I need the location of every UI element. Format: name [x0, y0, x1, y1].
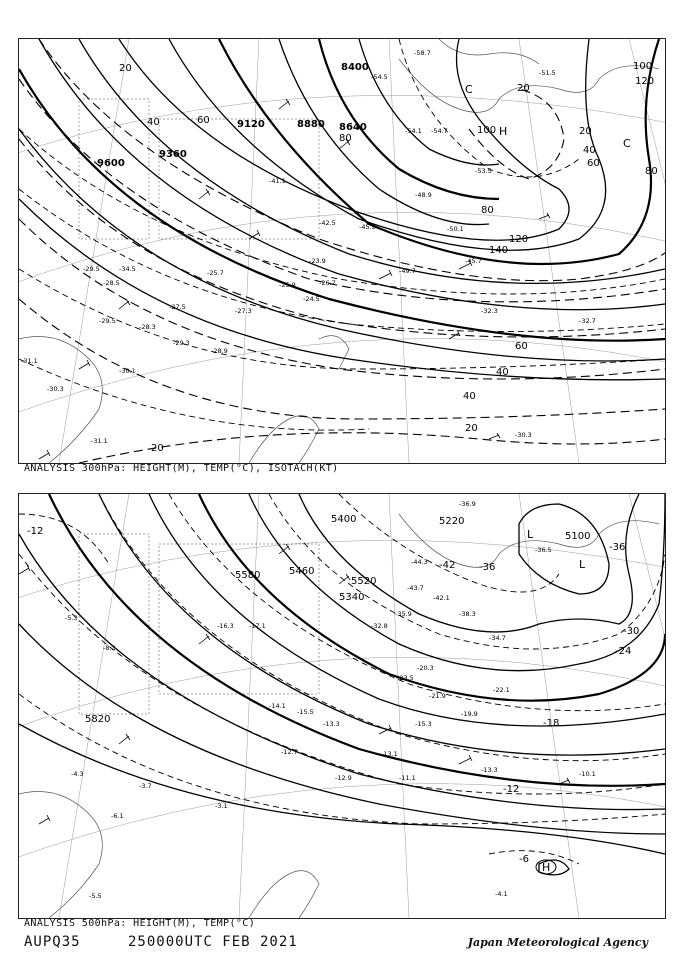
height-label: 5100 [565, 531, 591, 542]
temp-obs: -28.5 [103, 279, 120, 287]
height-labels [97, 62, 369, 169]
height-label: 8880 [297, 119, 325, 130]
isotach-label: 60 [515, 341, 528, 352]
temp-obs: -29.3 [173, 339, 190, 347]
temp-obs: -6.1 [111, 812, 124, 820]
temp-obs: -38.3 [459, 610, 476, 618]
temp-obs: -31.1 [91, 437, 108, 445]
temp-obs: -12.7 [281, 748, 298, 756]
isotach-label: 60 [587, 158, 600, 169]
product-code: AUPQ35 [24, 934, 81, 950]
low-pressure-marker: L [579, 558, 586, 571]
height-label: 9600 [97, 158, 125, 169]
temp-obs: -45.7 [465, 257, 482, 265]
temp-obs: -16.3 [217, 622, 234, 630]
temp-obs: -51.5 [539, 69, 556, 77]
high-pressure-marker: H [499, 125, 508, 138]
temp-line-label: -12 [27, 526, 44, 537]
temp-obs: -25.9 [279, 281, 296, 289]
temp-obs: -5.3 [65, 614, 78, 622]
temp-obs: -17.1 [249, 622, 266, 630]
isotach-label: 100 [633, 61, 653, 72]
temp-obs: -48.9 [415, 191, 432, 199]
panel-300-caption: ANALYSIS 300hPa: HEIGHT(M), TEMP(°C), ISOTACH(KT) [24, 463, 339, 474]
height-label: 5520 [351, 576, 377, 587]
temp-line-label: -6 [519, 854, 529, 865]
isotach-labels [119, 61, 658, 454]
temp-obs: -15.5 [297, 708, 314, 716]
isotach-label: 40 [147, 117, 160, 128]
height-label: 8400 [341, 62, 369, 73]
low-pressure-marker: L [527, 528, 534, 541]
temp-obs: -54.1 [405, 127, 422, 135]
temp-line-label: -36 [609, 542, 626, 553]
height-label: 5220 [439, 516, 465, 527]
temp-obs: -54.7 [431, 127, 448, 135]
map-panel-300hpa [18, 38, 666, 464]
temp-obs: -27.5 [169, 303, 186, 311]
temp-line-label: -12 [503, 784, 520, 795]
height-label: 5820 [85, 714, 111, 725]
isotach-label: 120 [509, 234, 529, 245]
temp-line-label: -36 [479, 562, 496, 573]
temp-obs: -45.9 [359, 223, 376, 231]
temp-obs: -32.7 [579, 317, 596, 325]
panel-500-caption: ANALYSIS 500hPa: HEIGHT(M), TEMP(°C) [24, 918, 256, 929]
height-label: 8640 [339, 122, 367, 133]
temp-obs: -11.1 [399, 774, 416, 782]
temp-obs: -30.3 [47, 385, 64, 393]
temp-obs: -28.3 [139, 323, 156, 331]
temp-obs: -44.3 [411, 558, 428, 566]
agency-name: Japan Meteorological Agency [467, 936, 648, 949]
temp-obs: -28.9 [211, 347, 228, 355]
temperature-lines [19, 494, 665, 864]
isotach-label: 40 [463, 391, 476, 402]
temp-obs: -12.9 [335, 774, 352, 782]
isotach-label: 80 [645, 166, 658, 177]
isotach-label: 140 [489, 245, 509, 256]
temp-obs: -34.7 [489, 634, 506, 642]
map-panel-500hpa [18, 493, 666, 919]
temp-line-label: -24 [615, 646, 632, 657]
isotach-label: 120 [635, 76, 655, 87]
temp-obs: -23.5 [397, 674, 414, 682]
temp-obs: -30.1 [119, 367, 136, 375]
temp-obs: -35.9 [395, 610, 412, 618]
temp-obs: -10.1 [579, 770, 596, 778]
temp-obs: -23.9 [309, 257, 326, 265]
analysis-timestamp: 250000UTC FEB 2021 [128, 934, 298, 950]
temp-obs: -3.7 [139, 782, 152, 790]
temp-obs: -26.7 [319, 279, 336, 287]
temp-obs: -41.1 [269, 177, 286, 185]
isotach-label: 80 [339, 133, 352, 144]
isotach-label: 20 [517, 83, 530, 94]
isotach-label: 100 [477, 125, 497, 136]
temp-obs: -31.1 [21, 357, 38, 365]
temp-obs: -32.3 [481, 307, 498, 315]
temp-obs: -13.3 [323, 720, 340, 728]
temp-obs: -4.1 [495, 890, 508, 898]
temp-obs: -25.7 [207, 269, 224, 277]
temp-obs: -29.5 [99, 317, 116, 325]
temp-line-label: -42 [439, 560, 456, 571]
temp-obs: -54.5 [371, 73, 388, 81]
pressure-centers [465, 83, 631, 150]
height-label: 5580 [235, 570, 261, 581]
temp-obs: -36.9 [459, 500, 476, 508]
temp-obs: -58.7 [414, 49, 431, 57]
temp-obs: -19.9 [461, 710, 478, 718]
temp-obs: -3.1 [215, 802, 228, 810]
isotach-label: 20 [119, 63, 132, 74]
temp-obs: -13.1 [381, 750, 398, 758]
temp-obs: -22.1 [493, 686, 510, 694]
temp-obs: -13.3 [481, 766, 498, 774]
temp-line-label: -18 [543, 718, 560, 729]
temp-obs: -43.7 [407, 584, 424, 592]
temp-obs: -14.1 [269, 702, 286, 710]
map-500hpa-canvas [19, 494, 665, 918]
isotach-label: 40 [583, 145, 596, 156]
temp-obs: -27.3 [235, 307, 252, 315]
temp-obs: -49.7 [399, 267, 416, 275]
height-label: 9360 [159, 149, 187, 160]
isotach-label: 60 [197, 115, 210, 126]
isotach-label: 80 [481, 205, 494, 216]
temp-obs: -42.5 [319, 219, 336, 227]
high-pressure-marker: H [542, 861, 551, 874]
isotach-label: 20 [151, 443, 164, 454]
temp-obs: -29.5 [83, 265, 100, 273]
temp-obs: -50.1 [447, 225, 464, 233]
cold-center-marker: C [623, 137, 631, 150]
temp-line-label: -30 [623, 626, 640, 637]
height-label: 5400 [331, 514, 357, 525]
temp-obs: -21.9 [429, 692, 446, 700]
height-label: 9120 [237, 119, 265, 130]
temp-obs: -36.5 [535, 546, 552, 554]
height-contours [19, 39, 665, 380]
isotach-label: 40 [496, 367, 509, 378]
temp-obs: -8.3 [103, 644, 116, 652]
temp-obs: -24.5 [303, 295, 320, 303]
cold-center-marker: C [465, 83, 473, 96]
temp-obs: -5.5 [89, 892, 102, 900]
temp-obs: -32.8 [371, 622, 388, 630]
map-300hpa-canvas [19, 39, 665, 463]
temp-obs: -4.3 [71, 770, 84, 778]
isotach-label: 20 [465, 423, 478, 434]
temp-obs: -53.5 [475, 167, 492, 175]
height-label: 5460 [289, 566, 315, 577]
temp-obs: -42.1 [433, 594, 450, 602]
temp-obs: -30.3 [515, 431, 532, 439]
temp-obs: -20.3 [417, 664, 434, 672]
height-labels [85, 514, 590, 725]
temp-obs: -15.3 [415, 720, 432, 728]
wind-barbs [19, 544, 570, 824]
isotach-label: 20 [579, 126, 592, 137]
temp-obs: -34.5 [119, 265, 136, 273]
height-label: 5340 [339, 592, 365, 603]
